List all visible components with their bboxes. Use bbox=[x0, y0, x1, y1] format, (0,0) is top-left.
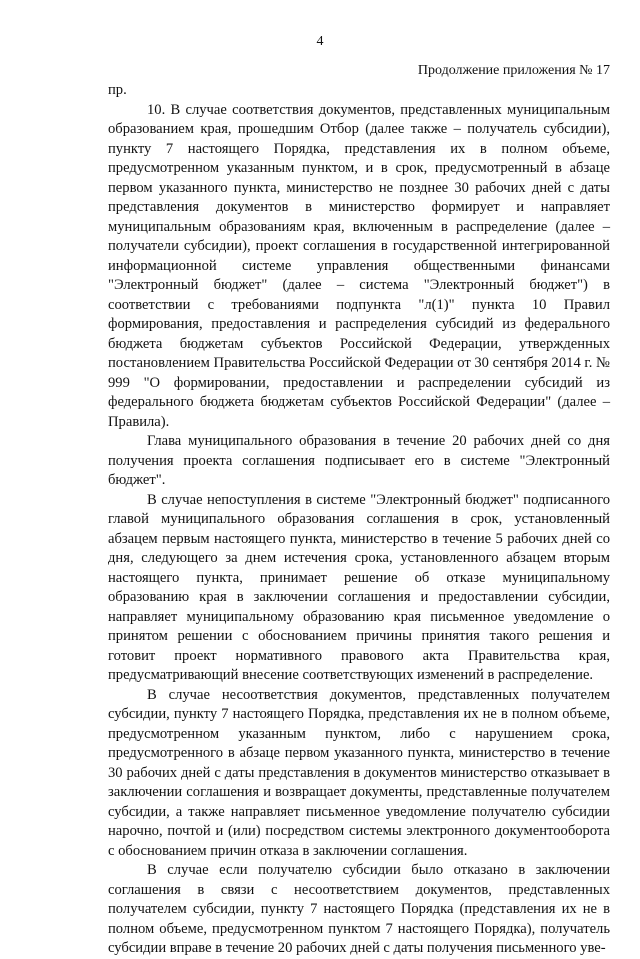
paragraph-non-compliance: В случае несоответствия документов, представленных получателем субсидии, пункту 7 настоящего Порядка, представления их не в полном объеме, предусмотренном указанным пунктом, либо с нарушением срока, предусмотренного в абзаце первом указанного пункта, министерство в течение 30 рабочих дней с даты представления в документов министерство отказывает в заключении соглашения и возвращает документы, представленные получателем субсидии, а также направляет письменное уведомление получателю субсидии нарочно, почтой и (или) посредством системы электронного документооборота с обоснованием причин отказа в заключении соглашения. bbox=[108, 686, 610, 859]
paragraph-continuation: пр. bbox=[108, 82, 127, 98]
paragraph-signing: Глава муниципального образования в течение 20 рабочих дней со дня получения проекта соглашения подписывает его в системе "Электронный бюджет". bbox=[108, 433, 610, 488]
body-text bbox=[108, 81, 610, 959]
paragraph-10: 10. В случае соответствия документов, представленных муниципальным образованием края, прошедшим Отбор (далее также – получатель субсидии), пункту 7 настоящего Порядка, представления их в полном объеме, предусмотренном указанным пунктом, и в срок, предусмотренный в абзаце первом указанного пункта, министерство не позднее 30 рабочих дней с даты представления документов в министерство формирует и направляет муниципальным образованиям края, включенным в распределение (далее – получатели субсидии), проект соглашения в государственной интегрированной информационной системе управления общественными финансами "Электронный бюджет" (далее – система "Электронный бюджет") в соответствии с требованиями подпункта "л(1)" пункта 10 Правил формирования, предоставления и распределения субсидий из федерального бюджета бюджетам субъектов Российской Федерации, утвержденных постановлением Правительства Российской Федерации от 30 сентября 2014 г. № 999 "О формировании, предоставлении и распределении субсидий из федерального бюджета бюджетам субъектов Российской Федерации" (далее – Правила). bbox=[108, 101, 610, 430]
appendix-label: Продолжение приложения № 17 bbox=[417, 63, 610, 78]
page-number: 4 bbox=[316, 34, 324, 49]
paragraph-non-receipt: В случае непоступления в системе "Электронный бюджет" подписанного главой муниципального образования соглашения в срок, установленный абзацем первым настоящего пункта, министерство в течение 5 рабочих дней со дня, следующего за днем истечения срока, установленного абзацем вторым настоящего пункта, принимает решение об отказе муниципальному образованию края в заключении соглашения и предоставлении субсидии, направляет муниципальному образованию края письменное уведомление о принятом решении с обоснованием причины принятия такого решения и готовит проект нормативного правового акта Правительства края, предусматривающий внесение соответствующих изменений в распределение. bbox=[108, 491, 610, 683]
paragraph-refusal: В случае если получателю субсидии было отказано в заключении соглашения в связи с несоответствием документов, представленных получателем субсидии, пункту 7 настоящего Порядка (представления их не в полном объеме, предусмотренном пунктом 7 настоящего Порядка), получатель субсидии вправе в течение 20 рабочих дней с даты получения письменного уве- bbox=[108, 862, 610, 956]
